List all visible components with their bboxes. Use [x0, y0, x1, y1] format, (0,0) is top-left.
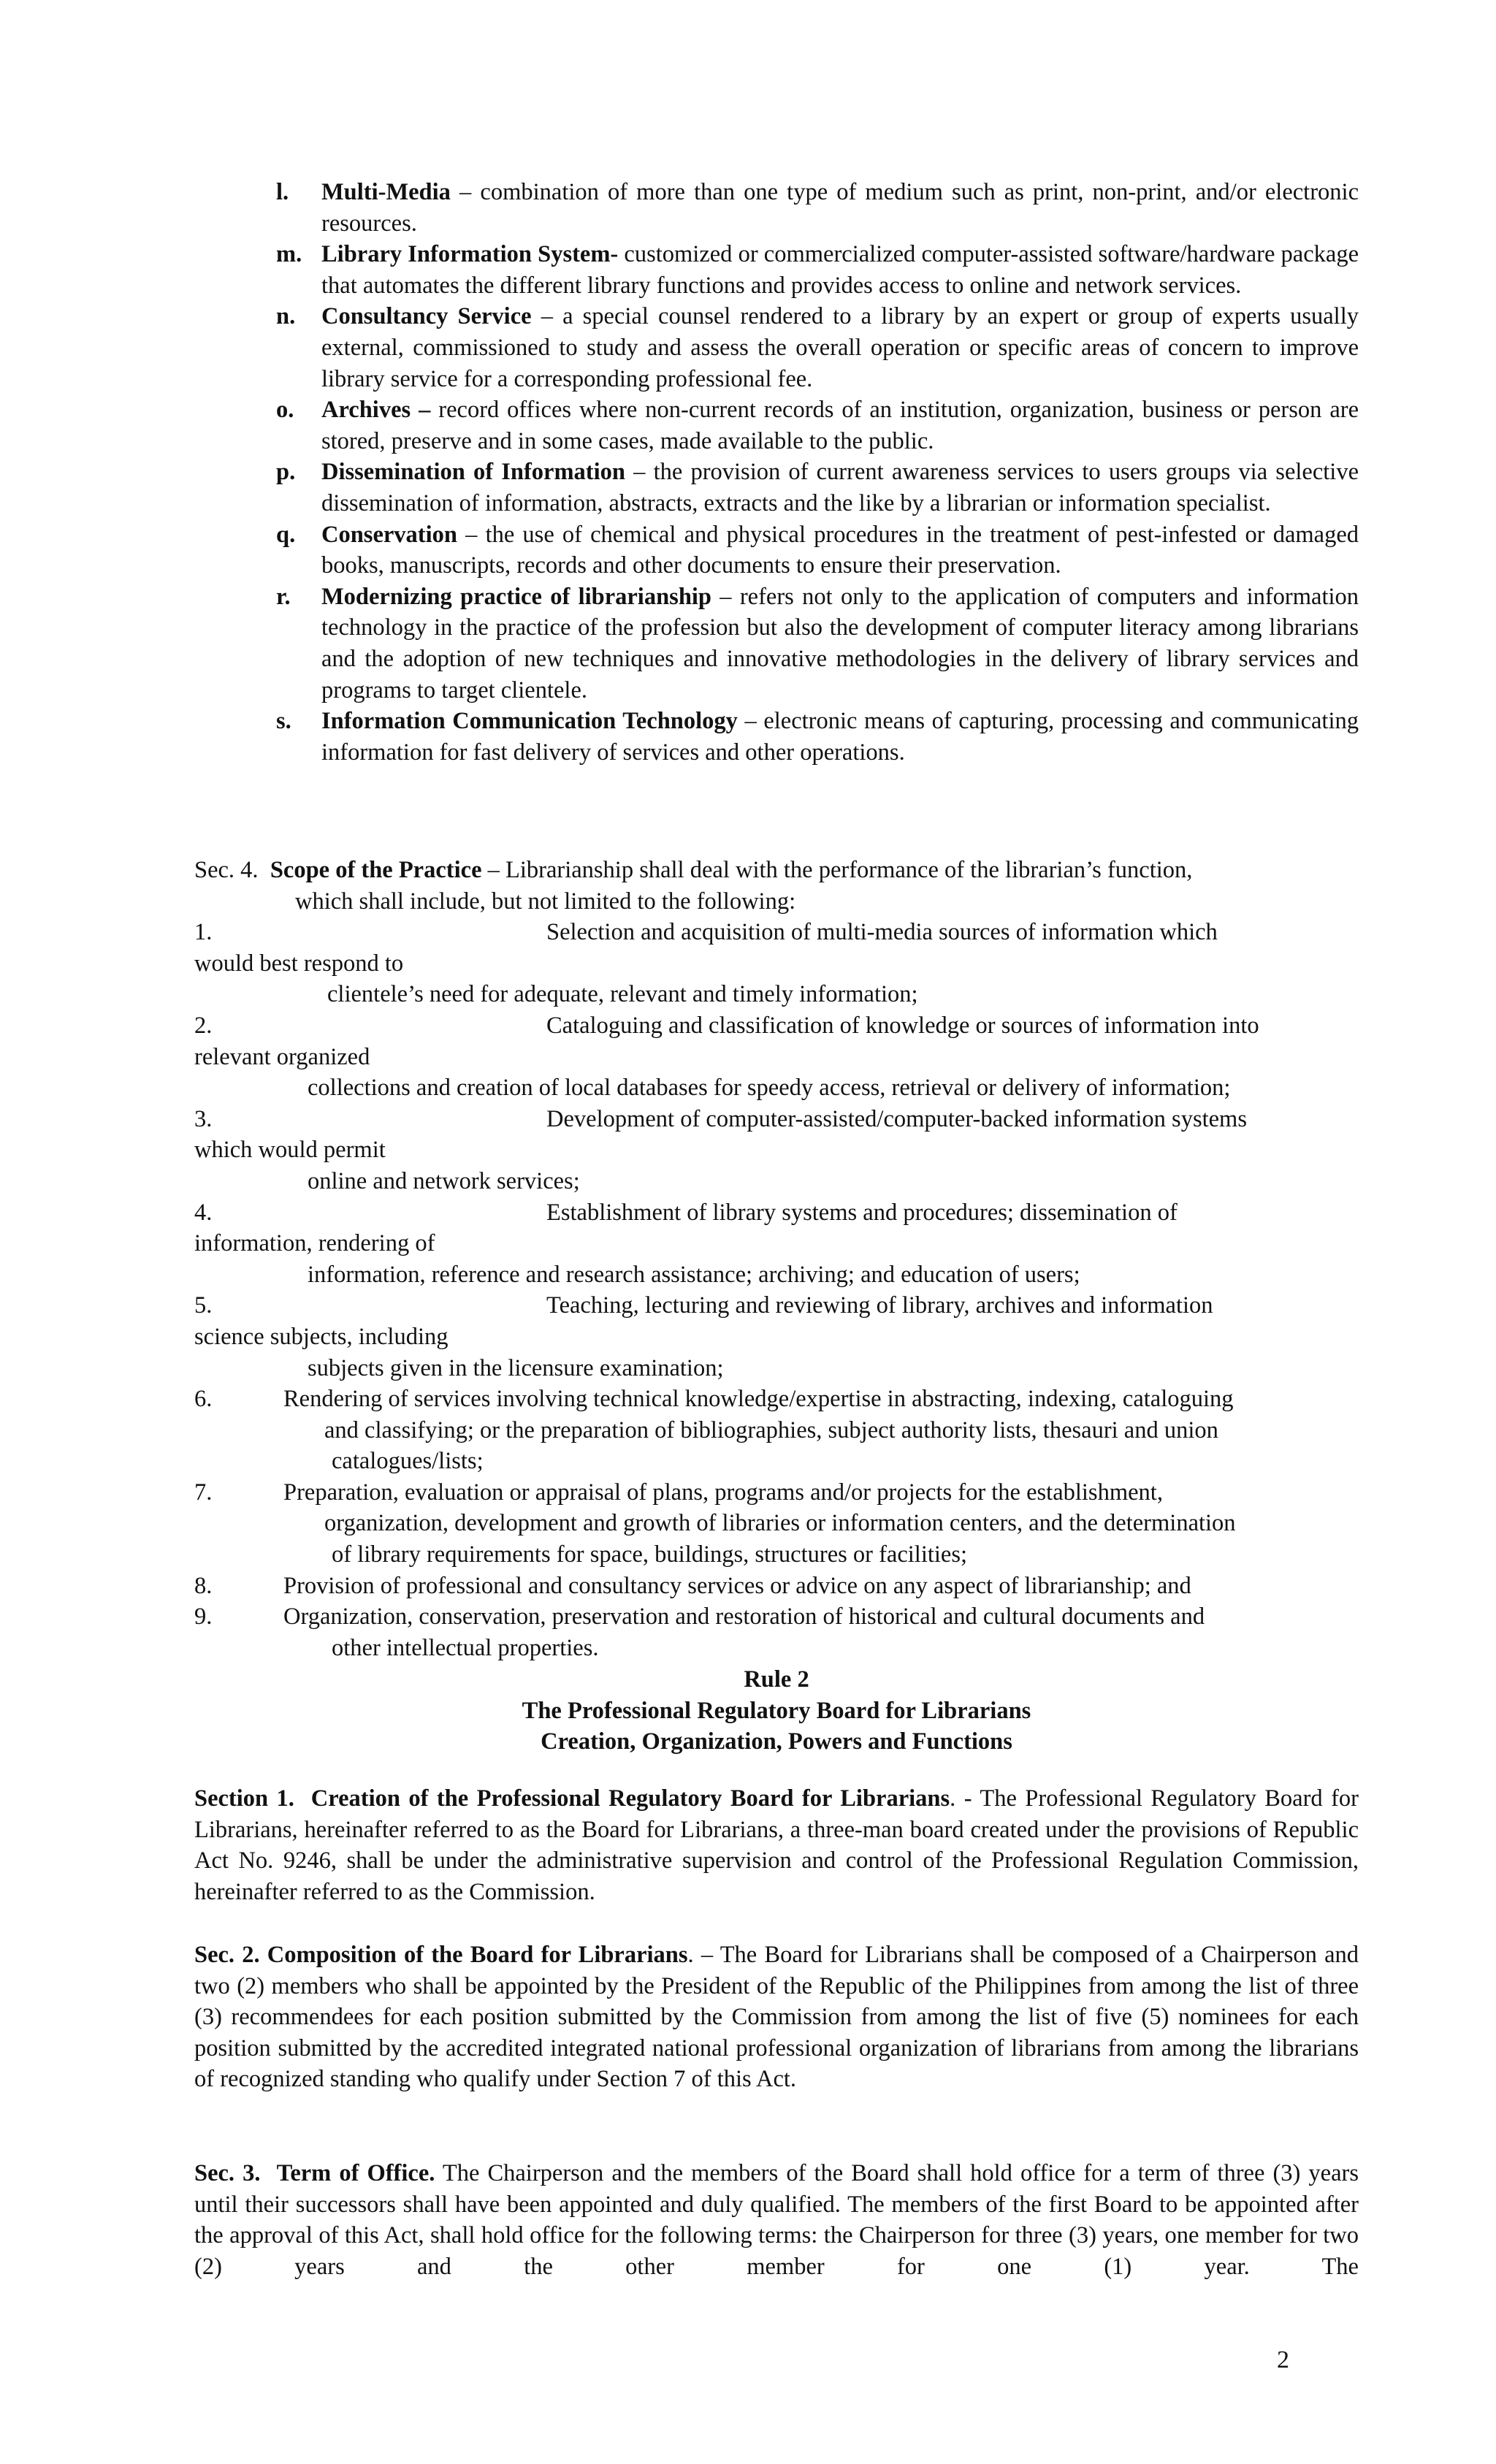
- scope-item-number: 7.: [194, 1479, 213, 1506]
- rule-title: Rule 2: [744, 1666, 809, 1693]
- definition-letter: s.: [276, 708, 291, 735]
- definition-term: Consultancy Service: [321, 303, 532, 330]
- section-title: Scope of the Practice: [270, 857, 482, 883]
- definition-item: n. Consultancy Service – a special counsel rendered to a library by an expert or group of experts usually external, commissioned to study and assess the overall operation or specific areas of concern to improve library service for a corresponding professional fee.: [276, 301, 1359, 394]
- rule-subtitle: Creation, Organization, Powers and Functions: [541, 1728, 1012, 1755]
- definition-text: electronic means of capturing, processing and communicating information for fast delivery of services and other operations.: [321, 708, 1359, 766]
- section-label: Sec. 4.: [194, 857, 259, 883]
- scope-item-number: 1.: [194, 919, 213, 946]
- definition-letter: l.: [276, 179, 289, 205]
- rule-heading: [194, 1664, 1359, 1758]
- definition-item: q. Conservation – the use of chemical and physical procedures in the treatment of pest-infested or damaged books, manuscripts, records and other documents to ensure their preservation.: [276, 519, 1359, 581]
- section-intro-continued: which shall include, but not limited to the following:: [295, 888, 796, 915]
- definitions-list: [276, 177, 1359, 768]
- definition-item: r. Modernizing practice of librarianship – refers not only to the application of computers and information technology in the practice of the profession but also the development of computer literacy among librarians and the adoption of new techniques and innovative methodologies in the delivery of library services and programs to target clientele.: [276, 581, 1359, 706]
- definition-text: refers not only to the application of computers and information technology in the practice of the profession but also the development of computer literacy among librarians and the adoption of new techniques and innovative methodologies in the delivery of library services and programs to target clientele.: [321, 583, 1359, 703]
- scope-item-number: 5.: [194, 1292, 213, 1319]
- definition-text: a special counsel rendered to a library by an expert or group of experts usually external, commissioned to study and assess the overall operation or specific areas of concern to improve library service for a corresponding professional fee.: [321, 303, 1359, 392]
- scope-item: 8. Provision of professional and consultancy services or advice on any aspect of librarianship; and: [194, 1571, 1359, 1602]
- scope-item: 7. Preparation, evaluation or appraisal of plans, programs and/or projects for the establishment, organization, development and growth of libraries or information centers, and the determination of library requirements for space, buildings, structures or facilities;: [194, 1477, 1359, 1571]
- section-text: The Chairperson and the members of the Board shall hold office for a term of three (3) years until their successors shall have been appointed and duly qualified. The members of the first Board to be appointed after the approval of this Act, shall hold office for the following terms: the Chairperson for three (3) years, one member for two (2) years and the other member for one (1) year. The: [194, 2160, 1359, 2280]
- scope-item: 2. Cataloguing and classification of knowledge or sources of information into relevant organized collections and creation of local databases for speedy access, retrieval or delivery of information;: [194, 1010, 1359, 1104]
- scope-item-number: 8.: [194, 1572, 213, 1599]
- section-label: Sec. 2.: [194, 1942, 260, 1968]
- section-label: Section 1.: [194, 1785, 294, 1812]
- section-heading: Sec. 4. Scope of the Practice – Librarianship shall deal with the performance of the librarian’s function,: [194, 857, 1193, 883]
- section-paragraph: [194, 1783, 1359, 1907]
- section-title: Creation of the Professional Regulatory Board for Librarians: [310, 1785, 950, 1812]
- definition-item: [276, 394, 1359, 457]
- definition-text: the provision of current awareness services to users groups via selective dissemination of information, abstracts, extracts and the like by a librarian or information specialist.: [321, 459, 1359, 516]
- scope-item-number: 6.: [194, 1386, 213, 1413]
- definition-item: l. Multi-Media – combination of more than one type of medium such as print, non-print, and/or electronic resources.: [276, 177, 1359, 239]
- definition-letter: n.: [276, 303, 296, 330]
- definition-term: Modernizing practice of librarianship: [321, 583, 711, 610]
- definition-item: s. Information Communication Technology – electronic means of capturing, processing and communicating information for fast delivery of services and other operations.: [276, 706, 1359, 768]
- scope-of-practice-section: [194, 855, 1359, 1663]
- definition-term: Conservation: [321, 521, 457, 548]
- definition-text: record offices where non-current records of an institution, organization, business or person are stored, preserve and in some cases, made available to the public.: [321, 397, 1359, 454]
- section-paragraph: [194, 1939, 1359, 2095]
- definition-term: Multi-Media: [321, 179, 451, 205]
- scope-item: 3. Development of computer-assisted/computer-backed information systems which would permit online and network services;: [194, 1104, 1359, 1197]
- section-paragraph: [194, 2158, 1359, 2282]
- scope-item: 4. Establishment of library systems and procedures; dissemination of information, rendering of information, reference and research assistance; archiving; and education of users;: [194, 1197, 1359, 1291]
- page-number: 2: [1277, 2346, 1289, 2373]
- section-title: Composition of the Board for Librarians: [267, 1942, 688, 1968]
- scope-item-number: 2.: [194, 1012, 213, 1039]
- definition-text: customized or commercialized computer-assisted software/hardware package that automates the different library functions and provides access to online and network services.: [321, 241, 1359, 299]
- definition-text: combination of more than one type of medium such as print, non-print, and/or electronic resources.: [321, 179, 1359, 237]
- section-title: Term of Office.: [276, 2160, 435, 2186]
- definition-item: p. Dissemination of Information – the provision of current awareness services to users groups via selective dissemination of information, abstracts, extracts and the like by a librarian or information specialist.: [276, 457, 1359, 519]
- definition-letter: m.: [276, 241, 302, 268]
- scope-item-number: 3.: [194, 1105, 213, 1132]
- rule-subtitle: The Professional Regulatory Board for Librarians: [522, 1697, 1031, 1724]
- scope-item: 9. Organization, conservation, preservation and restoration of historical and cultural documents and other intellectual properties.: [194, 1601, 1359, 1663]
- definition-text: the use of chemical and physical procedures in the treatment of pest-infested or damaged books, manuscripts, records and other documents to ensure their preservation.: [321, 521, 1359, 579]
- definition-letter: p.: [276, 459, 296, 486]
- definition-term: Library Information System-: [321, 241, 619, 268]
- definition-letter: q.: [276, 521, 296, 548]
- scope-item: 1. Selection and acquisition of multi-media sources of information which would best respond to clientele’s need for adequate, relevant and timely information;: [194, 917, 1359, 1010]
- definition-item: [276, 239, 1359, 301]
- scope-item: 6. Rendering of services involving technical knowledge/expertise in abstracting, indexing, cataloguing and classifying; or the preparation of bibliographies, subject authority lists, thesauri and union catalogues/lists;: [194, 1384, 1359, 1477]
- section-text: . – The Board for Librarians shall be composed of a Chairperson and two (2) members who shall be appointed by the President of the Republic of the Philippines from among the list of three (3) recommendees for each position submitted by the Commission from among the list of five (5) nominees for each position submitted by the accredited integrated national professional organization of librarians from among the librarians of recognized standing who qualify under Section 7 of this Act.: [194, 1942, 1359, 2093]
- section-text: . - The Professional Regulatory Board for Librarians, hereinafter referred to as the Board for Librarians, a three-man board created under the provisions of Republic Act No. 9246, shall be under the administrative supervision and control of the Professional Regulation Commission, hereinafter referred to as the Commission.: [194, 1785, 1359, 1905]
- definition-letter: r.: [276, 583, 291, 610]
- scope-item-number: 9.: [194, 1603, 213, 1630]
- definition-term: Information Communication Technology: [321, 708, 738, 735]
- definition-term: Dissemination of Information: [321, 459, 625, 486]
- scope-item: 5. Teaching, lecturing and reviewing of library, archives and information science subjects, including subjects given in the licensure examination;: [194, 1290, 1359, 1384]
- section-label: Sec. 3.: [194, 2160, 261, 2186]
- definition-letter: o.: [276, 397, 294, 424]
- definition-term: Archives –: [321, 397, 431, 424]
- scope-item-number: 4.: [194, 1199, 213, 1226]
